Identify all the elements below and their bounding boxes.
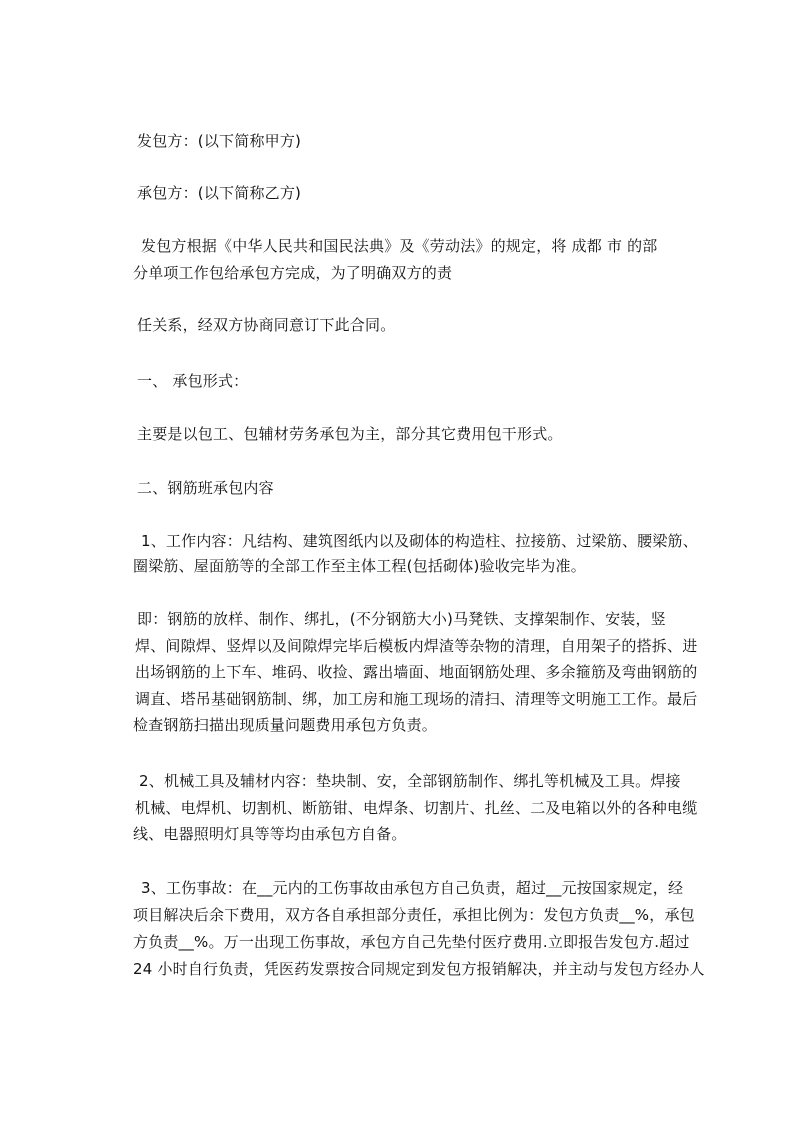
item-3-line-1: 3、工伤事故：在__元内的工伤事故由承包方自己负责，超过__元按国家规定，经	[141, 879, 684, 897]
item-1-detail-line-1: 即：钢筋的放样、制作、绑扎，(不分钢筋大小)马凳铁、支撑架制作、安装，竖	[137, 610, 666, 628]
intro-line-2: 分单项工作包给承包方完成，为了明确双方的责	[133, 264, 453, 282]
section-1-body: 主要是以包工、包辅材劳务承包为主，部分其它费用包干形式。	[137, 425, 563, 443]
intro-line-1: 发包方根据《中华人民共和国民法典》及《劳动法》的规定，将 成都 市 的部	[141, 237, 658, 255]
section-2-title: 二、钢筋班承包内容	[137, 479, 274, 497]
party-b-line: 承包方：(以下简称乙方)	[137, 184, 302, 202]
item-1-detail-line-5: 检查钢筋扫描出现质量问题费用承包方负责。	[133, 716, 438, 734]
item-2-line-1: 2、机械工具及辅材内容：垫块制、安，全部钢筋制作、绑扎等机械及工具。焊接	[139, 772, 681, 790]
item-2-line-2: 机械、电焊机、切割机、断筋钳、电焊条、切割片、扎丝、二及电箱以外的各种电缆	[135, 799, 698, 817]
item-1-detail-line-2: 焊、间隙焊、竖焊以及间隙焊完毕后模板内焊渣等杂物的清理，自用架子的搭拆、进	[135, 637, 698, 655]
item-3-line-3: 方负责__%。万一出现工伤事故，承包方自己先垫付医疗费用.立即报告发包方.超过	[133, 933, 690, 951]
item-3-line-4: 24 小时自行负责，凭医药发票按合同规定到发包方报销解决，并主动与发包方经办人	[133, 960, 705, 978]
item-3-line-2: 项目解决后余下费用，双方各自承担部分责任，承担比例为：发包方负责__%，承包	[133, 906, 695, 924]
section-1-title: 一、 承包形式：	[137, 372, 249, 390]
item-1-detail-line-3: 出场钢筋的上下车、堆码、收捡、露出墙面、地面钢筋处理、多余箍筋及弯曲钢筋的	[135, 663, 698, 681]
party-a-line: 发包方：(以下简称甲方)	[137, 132, 302, 150]
item-1-line-1: 1、工作内容：凡结构、建筑图纸内以及砌体的构造柱、拉接筋、过梁筋、腰梁筋、	[141, 532, 698, 550]
intro-line-3: 任关系，经双方协商同意订下此合同。	[137, 316, 396, 334]
item-2-line-3: 线、电器照明灯具等等均由承包方自备。	[133, 825, 407, 843]
item-1-detail-line-4: 调直、塔吊基础钢筋制、绑，加工房和施工现场的清扫、清理等文明施工工作。最后	[135, 690, 698, 708]
item-1-line-2: 圈梁筋、屋面筋等的全部工作至主体工程(包括砌体)验收完毕为准。	[133, 557, 586, 575]
